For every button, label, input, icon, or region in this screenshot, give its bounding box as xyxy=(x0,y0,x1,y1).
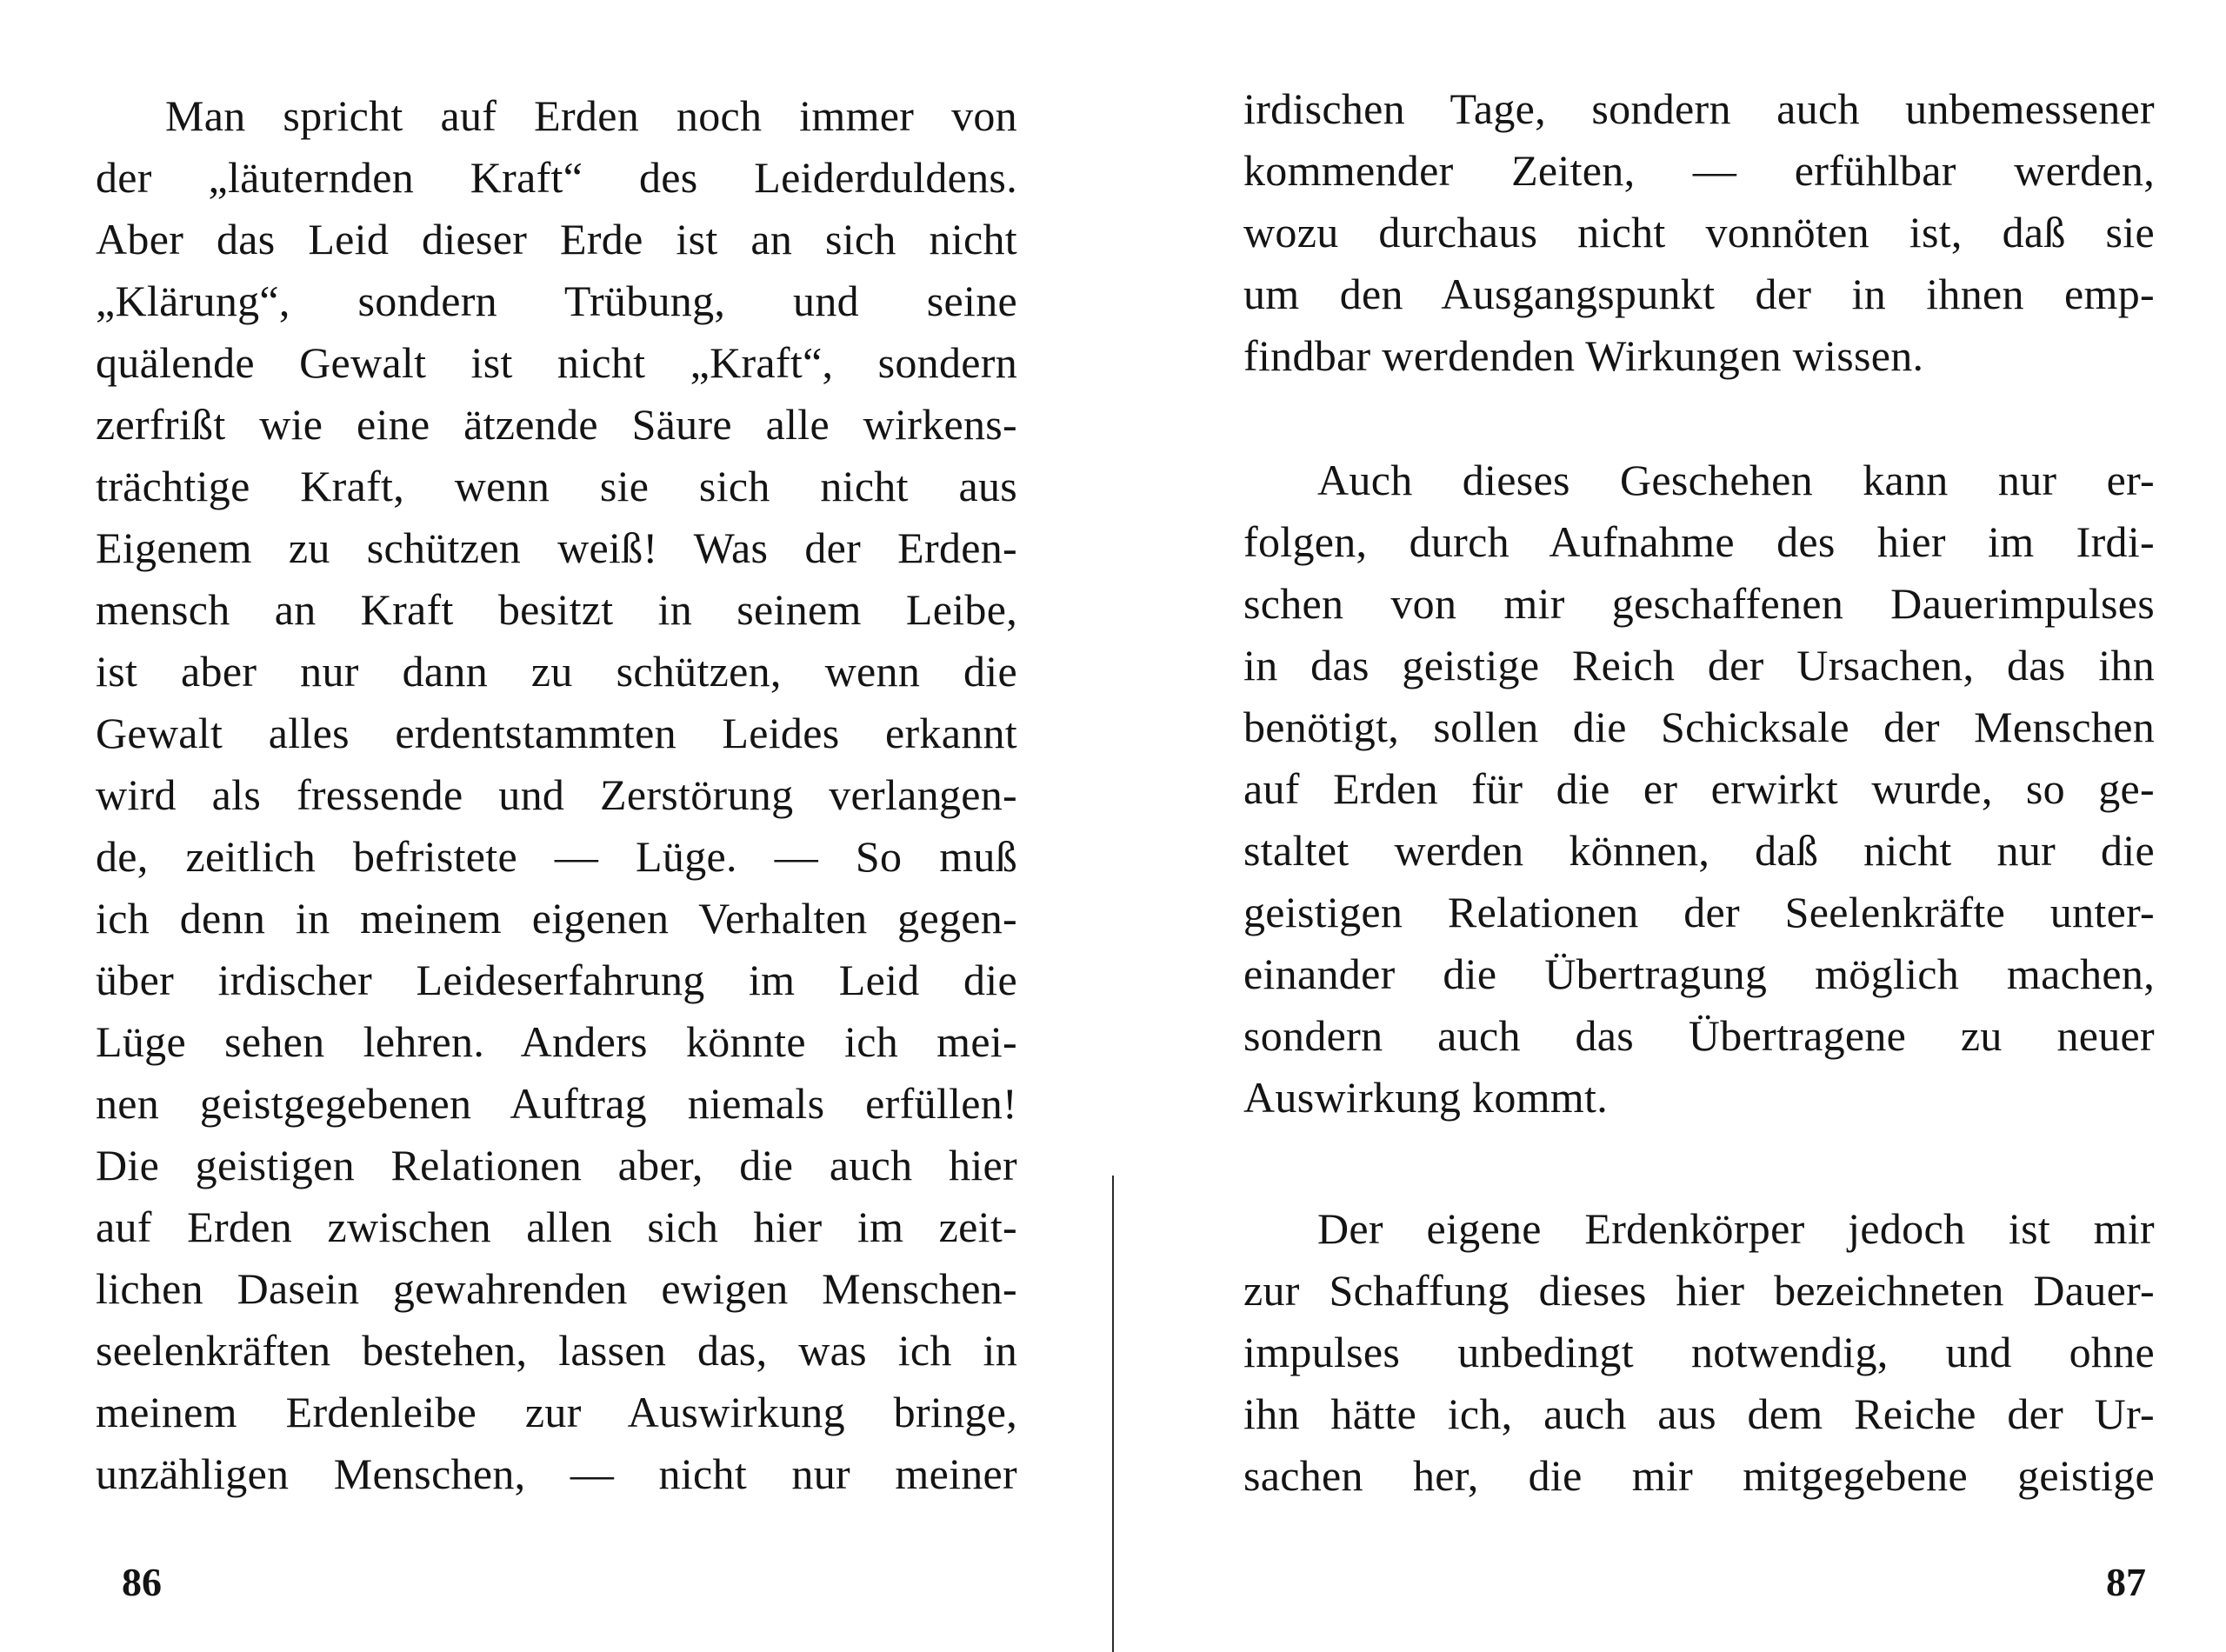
text-line: schen von mir geschaffenen Dauerimpulses xyxy=(1243,579,2155,628)
text-line: über irdischer Leideserfahrung im Leid die xyxy=(96,956,1017,1004)
text-line: in das geistige Reich der Ursachen, das ihn xyxy=(1243,641,2155,689)
text-line: zerfrißt wie eine ätzende Säure alle wirkens- xyxy=(96,400,1017,449)
text-line: Aber das Leid dieser Erde ist an sich nicht xyxy=(96,215,1017,263)
text-line: Die geistigen Relationen aber, die auch hier xyxy=(96,1141,1017,1189)
text-line: unzähligen Menschen, — nicht nur meiner xyxy=(96,1449,1017,1498)
text-line: Auswirkung kommt. xyxy=(1243,1073,1608,1122)
text-line: sachen her, die mir mitgegebene geistige xyxy=(1243,1451,2155,1500)
paragraph-3 xyxy=(1243,1198,2155,1507)
page-number-right: 87 xyxy=(2106,1560,2146,1604)
text-line: ihn hätte ich, auch aus dem Reiche der Ur- xyxy=(1243,1389,2155,1438)
text-line: staltet werden können, daß nicht nur die xyxy=(1243,826,2155,875)
text-line: der „läuternden Kraft“ des Leiderduldens. xyxy=(96,153,1017,202)
text-line: Eigenem zu schützen weiß! Was der Erden- xyxy=(96,523,1017,572)
text-line: quälende Gewalt ist nicht „Kraft“, sondern xyxy=(96,338,1017,387)
text-line: seelenkräften bestehen, lassen das, was ich in xyxy=(96,1326,1017,1375)
page-number-left: 86 xyxy=(122,1560,162,1604)
left-page-text xyxy=(96,85,1017,1505)
text-line: kommender Zeiten, — erfühlbar werden, xyxy=(1243,146,2155,195)
text-line: meinem Erdenleibe zur Auswirkung bringe, xyxy=(96,1388,1017,1436)
text-line: sondern auch das Übertragene zu neuer xyxy=(1243,1011,2155,1060)
text-line: trächtige Kraft, wenn sie sich nicht aus xyxy=(96,462,1017,510)
text-line: um den Ausgangspunkt der in ihnen emp- xyxy=(1243,270,2155,318)
text-line: de, zeitlich befristete — Lüge. — So muß xyxy=(96,832,1017,881)
text-line: irdischen Tage, sondern auch unbemessener xyxy=(1243,84,2155,133)
text-line: Lüge sehen lehren. Anders könnte ich mei- xyxy=(96,1017,1017,1066)
text-line: ist aber nur dann zu schützen, wenn die xyxy=(96,647,1017,696)
text-line: Der eigene Erdenkörper jedoch ist mir xyxy=(1317,1204,2155,1253)
text-line: „Klärung“, sondern Trübung, und seine xyxy=(96,276,1017,325)
right-page xyxy=(1243,0,2155,1652)
text-line: impulses unbedingt notwendig, und ohne xyxy=(1243,1328,2155,1376)
left-page xyxy=(96,0,1017,1652)
text-line: wozu durchaus nicht vonnöten ist, daß sie xyxy=(1243,208,2155,256)
text-line: benötigt, sollen die Schicksale der Menschen xyxy=(1243,703,2155,751)
text-line: auf Erden für die er erwirkt wurde, so ge- xyxy=(1243,764,2155,813)
text-line: Gewalt alles erdentstammten Leides erkannt xyxy=(96,709,1017,757)
paragraph-2 xyxy=(1243,450,2155,1129)
text-line: ich denn in meinem eigenen Verhalten gegen- xyxy=(96,894,1017,943)
paragraph-1 xyxy=(1243,78,2155,387)
text-line: Auch dieses Geschehen kann nur er- xyxy=(1317,456,2155,504)
text-line: auf Erden zwischen allen sich hier im zeit- xyxy=(96,1202,1017,1251)
text-line: einander die Übertragung möglich machen, xyxy=(1243,949,2155,998)
text-line: folgen, durch Aufnahme des hier im Irdi- xyxy=(1243,517,2155,566)
text-line: wird als fressende und Zerstörung verlangen- xyxy=(96,770,1017,819)
text-line: Man spricht auf Erden noch immer von xyxy=(165,91,1017,140)
text-line: mensch an Kraft besitzt in seinem Leibe, xyxy=(96,585,1017,634)
text-line: lichen Dasein gewahrenden ewigen Menschen- xyxy=(96,1264,1017,1313)
text-line: nen geistgegebenen Auftrag niemals erfüllen! xyxy=(96,1079,1017,1128)
text-line: geistigen Relationen der Seelenkräfte unter- xyxy=(1243,888,2155,936)
text-line: zur Schaffung dieses hier bezeichneten Dauer- xyxy=(1243,1266,2155,1315)
text-line: findbar werdenden Wirkungen wissen. xyxy=(1243,331,1924,380)
gutter-divider xyxy=(1112,1176,1114,1652)
